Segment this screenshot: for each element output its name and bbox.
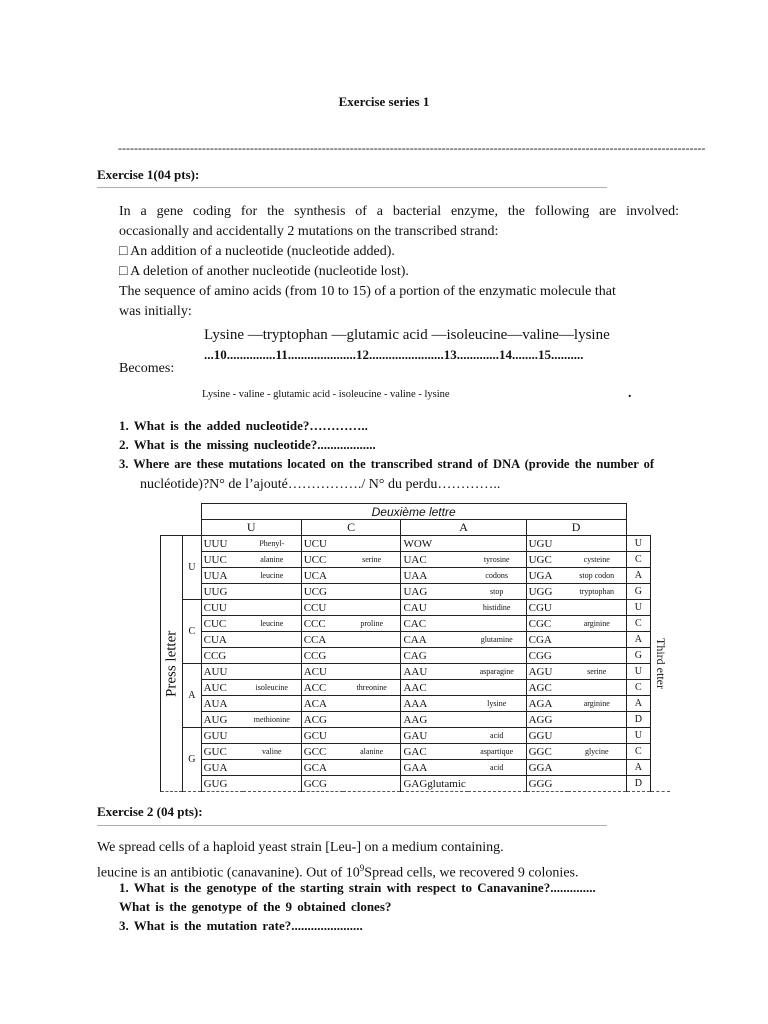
codon: CUC bbox=[201, 616, 243, 632]
first-letter-U: U bbox=[183, 536, 202, 600]
amino-acid: glutamine bbox=[468, 632, 526, 648]
amino-acid bbox=[243, 696, 301, 712]
codon-row bbox=[161, 760, 671, 776]
codon: CUA bbox=[201, 632, 243, 648]
amino-acid bbox=[568, 680, 626, 696]
amino-acid: tryptophan bbox=[568, 584, 626, 600]
codon: AGU bbox=[526, 664, 568, 680]
codon: AUG bbox=[201, 712, 243, 728]
codon: ACC bbox=[301, 680, 343, 696]
codon: AGA bbox=[526, 696, 568, 712]
codon-row bbox=[161, 744, 671, 760]
question-3: 3. Where are these mutations located on the transcribed strand of DNA (provide the number of bbox=[119, 457, 655, 471]
amino-acid bbox=[568, 776, 626, 792]
third-letter: U bbox=[626, 600, 650, 616]
intro-line-1: In a gene coding for the synthesis of a bacterial enzyme, the following are involved: bbox=[119, 204, 679, 219]
amino-acid: codons bbox=[468, 568, 526, 584]
amino-acid: leucine bbox=[243, 568, 301, 584]
codon: UGU bbox=[526, 536, 568, 552]
third-letter: C bbox=[626, 744, 650, 760]
codon: WOW bbox=[401, 536, 468, 552]
amino-acid bbox=[468, 680, 526, 696]
exercise-1-rule bbox=[97, 187, 607, 188]
third-letter: U bbox=[626, 728, 650, 744]
codon: GCU bbox=[301, 728, 343, 744]
amino-acid bbox=[568, 760, 626, 776]
amino-acid: lysine bbox=[468, 696, 526, 712]
codon: UUA bbox=[201, 568, 243, 584]
first-letter-A: A bbox=[183, 664, 202, 728]
second-letter-3: D bbox=[526, 520, 626, 536]
codon: CGG bbox=[526, 648, 568, 664]
codon: CGC bbox=[526, 616, 568, 632]
codon: CCC bbox=[301, 616, 343, 632]
codon: CAC bbox=[401, 616, 468, 632]
codon-row bbox=[161, 568, 671, 584]
amino-acid bbox=[243, 648, 301, 664]
codon: UUC bbox=[201, 552, 243, 568]
amino-acid: serine bbox=[568, 664, 626, 680]
codon-row bbox=[161, 664, 671, 680]
amino-acid bbox=[468, 536, 526, 552]
separator-line: --------------------------------------------------------------------------------------------------------------------------------------------------- bbox=[118, 141, 706, 155]
codon: CCG bbox=[301, 648, 343, 664]
third-letter: A bbox=[626, 568, 650, 584]
third-letter-label: Third etter bbox=[651, 536, 671, 792]
codon: AUC bbox=[201, 680, 243, 696]
second-letter-0: U bbox=[201, 520, 301, 536]
amino-acid bbox=[243, 728, 301, 744]
codon: CGA bbox=[526, 632, 568, 648]
amino-acid bbox=[243, 760, 301, 776]
first-letter-label: Press letter bbox=[161, 536, 183, 792]
third-letter: U bbox=[626, 664, 650, 680]
amino-acid: arginine bbox=[568, 696, 626, 712]
amino-acid: alanine bbox=[343, 744, 401, 760]
third-letter: U bbox=[626, 536, 650, 552]
exercise-1-heading: Exercise 1(04 pts): bbox=[97, 167, 200, 182]
third-letter: G bbox=[626, 648, 650, 664]
codon: GGU bbox=[526, 728, 568, 744]
amino-acid bbox=[468, 712, 526, 728]
amino-acid: proline bbox=[343, 616, 401, 632]
amino-acid bbox=[343, 584, 401, 600]
question-3-continuation: nucléotide)?N° de l’ajouté……………./ N° du perdu………….. bbox=[140, 477, 501, 492]
codon: CCU bbox=[301, 600, 343, 616]
amino-acid: arginine bbox=[568, 616, 626, 632]
codon-row bbox=[161, 680, 671, 696]
amino-acid: stop bbox=[468, 584, 526, 600]
codon-row bbox=[161, 696, 671, 712]
third-letter: D bbox=[626, 776, 650, 792]
amino-acid: valine bbox=[243, 744, 301, 760]
third-letter: G bbox=[626, 584, 650, 600]
genetic-code-table bbox=[160, 503, 670, 792]
first-letter-C: C bbox=[183, 600, 202, 664]
amino-acid bbox=[468, 648, 526, 664]
codon: GAA bbox=[401, 760, 468, 776]
amino-acid: alanine bbox=[243, 552, 301, 568]
amino-acid bbox=[568, 632, 626, 648]
intro-line-2: occasionally and accidentally 2 mutations on the transcribed strand: bbox=[119, 224, 499, 239]
amino-acid bbox=[568, 712, 626, 728]
codon: ACG bbox=[301, 712, 343, 728]
ex2-question-2: What is the genotype of the 9 obtained clones? bbox=[119, 899, 392, 914]
codon: UAA bbox=[401, 568, 468, 584]
codon-row bbox=[161, 536, 671, 552]
codon: GAGglutamic bbox=[401, 776, 468, 792]
codon: UCG bbox=[301, 584, 343, 600]
header-spacer bbox=[161, 520, 202, 536]
third-letter: C bbox=[626, 616, 650, 632]
amino-acid: cysteine bbox=[568, 552, 626, 568]
mutated-sequence: Lysine - valine - glutamic acid - isoleucine - valine - lysine bbox=[202, 389, 450, 400]
amino-acid: Phenyl- bbox=[243, 536, 301, 552]
amino-acid bbox=[343, 600, 401, 616]
amino-acid: aspartique bbox=[468, 744, 526, 760]
codon: AGG bbox=[526, 712, 568, 728]
codon: UUG bbox=[201, 584, 243, 600]
codon: GCA bbox=[301, 760, 343, 776]
codon: GUU bbox=[201, 728, 243, 744]
amino-acid: tyrosine bbox=[468, 552, 526, 568]
codon-row bbox=[161, 584, 671, 600]
codon-row bbox=[161, 776, 671, 792]
amino-acid bbox=[568, 648, 626, 664]
codon: UGA bbox=[526, 568, 568, 584]
codon: CCA bbox=[301, 632, 343, 648]
line-2-text-end: Spread cells, we recovered 9 colonies. bbox=[364, 865, 579, 881]
codon: UGC bbox=[526, 552, 568, 568]
table-corner bbox=[161, 504, 202, 520]
page-title: Exercise series 1 bbox=[338, 94, 430, 109]
codon: CCG bbox=[201, 648, 243, 664]
table-corner-right bbox=[626, 504, 670, 520]
amino-acid: serine bbox=[343, 552, 401, 568]
codon: AAC bbox=[401, 680, 468, 696]
codon: ACU bbox=[301, 664, 343, 680]
exercise-2-line-1: We spread cells of a haploid yeast strain [Leu-] on a medium containing. bbox=[97, 840, 504, 855]
codon: GGA bbox=[526, 760, 568, 776]
codon: CAA bbox=[401, 632, 468, 648]
third-letter: C bbox=[626, 680, 650, 696]
amino-acid bbox=[568, 728, 626, 744]
amino-acid bbox=[243, 664, 301, 680]
amino-acid: acid bbox=[468, 760, 526, 776]
amino-acid: leucine bbox=[243, 616, 301, 632]
codon: ACA bbox=[301, 696, 343, 712]
amino-acid bbox=[343, 760, 401, 776]
codon: GAC bbox=[401, 744, 468, 760]
codon: UAG bbox=[401, 584, 468, 600]
exponent: 9 bbox=[359, 863, 365, 873]
codon-row bbox=[161, 648, 671, 664]
question-1: 1. What is the added nucleotide?………….. bbox=[119, 418, 368, 433]
amino-acid: asparagine bbox=[468, 664, 526, 680]
codon: CAG bbox=[401, 648, 468, 664]
amino-acid bbox=[468, 776, 526, 792]
amino-acid: stop codon bbox=[568, 568, 626, 584]
amino-acid bbox=[243, 600, 301, 616]
initial-sequence: Lysine —tryptophan —glutamic acid —isoleucine—valine—lysine bbox=[204, 327, 610, 343]
line-2-text: leucine is an antibiotic (canavanine). Out of 10 bbox=[97, 865, 360, 881]
exercise-1-body bbox=[119, 202, 679, 322]
amino-acid: glycine bbox=[568, 744, 626, 760]
third-letter: A bbox=[626, 696, 650, 712]
codon: GUG bbox=[201, 776, 243, 792]
codon-row bbox=[161, 632, 671, 648]
bullet-deletion: □ A deletion of another nucleotide (nucleotide lost). bbox=[119, 264, 409, 279]
amino-acid bbox=[343, 664, 401, 680]
codon: AGC bbox=[526, 680, 568, 696]
amino-acid: methionine bbox=[243, 712, 301, 728]
first-letter-G: G bbox=[183, 728, 202, 792]
codon-row bbox=[161, 552, 671, 568]
amino-acid: histidine bbox=[468, 600, 526, 616]
amino-acid bbox=[568, 600, 626, 616]
amino-acid bbox=[343, 776, 401, 792]
amino-acid: acid bbox=[468, 728, 526, 744]
codon-row bbox=[161, 712, 671, 728]
amino-acid bbox=[568, 536, 626, 552]
amino-acid: threonine bbox=[343, 680, 401, 696]
sequence-intro-line-1: The sequence of amino acids (from 10 to 15) of a portion of the enzymatic molecule that bbox=[119, 284, 616, 299]
codon: AAU bbox=[401, 664, 468, 680]
sequence-positions: ...10...............11.....................12.......................13.............14........15.......... bbox=[204, 347, 584, 362]
becomes-label: Becomes: bbox=[119, 361, 175, 376]
codon: GAU bbox=[401, 728, 468, 744]
dot-mark: . bbox=[628, 386, 632, 401]
codon: UCA bbox=[301, 568, 343, 584]
codon-row bbox=[161, 616, 671, 632]
amino-acid bbox=[343, 568, 401, 584]
amino-acid: isoleucine bbox=[243, 680, 301, 696]
sequence-intro-line-2: was initially: bbox=[119, 304, 192, 319]
codon: GGG bbox=[526, 776, 568, 792]
codon: UCC bbox=[301, 552, 343, 568]
amino-acid bbox=[343, 728, 401, 744]
codon: UCU bbox=[301, 536, 343, 552]
codon: AAA bbox=[401, 696, 468, 712]
second-letter-2: A bbox=[401, 520, 526, 536]
amino-acid bbox=[243, 776, 301, 792]
codon: GCG bbox=[301, 776, 343, 792]
codon: UUU bbox=[201, 536, 243, 552]
amino-acid bbox=[343, 648, 401, 664]
ex2-question-3: 3. What is the mutation rate?...................... bbox=[119, 918, 363, 933]
codon-row bbox=[161, 728, 671, 744]
second-letter-1: C bbox=[301, 520, 401, 536]
third-letter: A bbox=[626, 760, 650, 776]
third-letter: A bbox=[626, 632, 650, 648]
exercise-2-heading: Exercise 2 (04 pts): bbox=[97, 804, 203, 819]
codon: AUU bbox=[201, 664, 243, 680]
amino-acid bbox=[343, 536, 401, 552]
codon: GGC bbox=[526, 744, 568, 760]
codon: CAU bbox=[401, 600, 468, 616]
amino-acid bbox=[243, 584, 301, 600]
amino-acid bbox=[243, 632, 301, 648]
amino-acid bbox=[343, 696, 401, 712]
third-letter: C bbox=[626, 552, 650, 568]
codon: AAG bbox=[401, 712, 468, 728]
second-letter-title: Deuxième lettre bbox=[201, 504, 626, 520]
codon: UAC bbox=[401, 552, 468, 568]
bullet-addition: □ An addition of a nucleotide (nucleotide added). bbox=[119, 244, 395, 259]
codon: GCC bbox=[301, 744, 343, 760]
amino-acid bbox=[343, 632, 401, 648]
codon: GUC bbox=[201, 744, 243, 760]
header-spacer-right bbox=[626, 520, 670, 536]
codon: UGG bbox=[526, 584, 568, 600]
amino-acid bbox=[468, 616, 526, 632]
ex2-question-1: 1. What is the genotype of the starting strain with respect to Canavanine?.............. bbox=[119, 880, 596, 895]
codon: GUA bbox=[201, 760, 243, 776]
codon: CGU bbox=[526, 600, 568, 616]
codon: CUU bbox=[201, 600, 243, 616]
third-letter: D bbox=[626, 712, 650, 728]
codon-row bbox=[161, 600, 671, 616]
amino-acid bbox=[343, 712, 401, 728]
question-2: 2. What is the missing nucleotide?.................. bbox=[119, 437, 376, 452]
exercise-2-rule bbox=[97, 825, 607, 826]
codon: AUA bbox=[201, 696, 243, 712]
